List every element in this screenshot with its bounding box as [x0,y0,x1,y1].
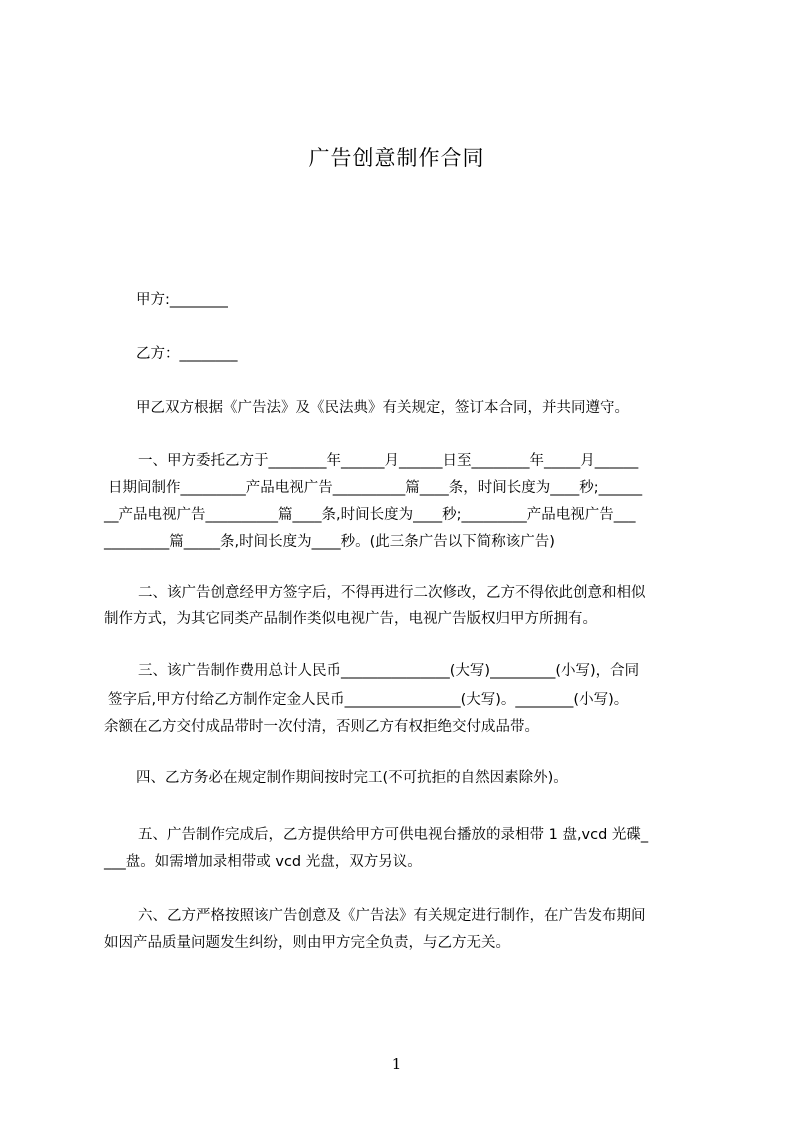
party-b-line: 乙方：________ [136,346,238,362]
party-a-line: 甲方:________ [136,292,228,308]
clause-1-line: 日期间制作_________产品电视广告__________篇____条，时间长度为____秒;______ [108,480,643,496]
preamble-paragraph: 甲乙双方根据《广告法》及《民法典》有关规定，签订本合同，并共同遵守。 [136,400,629,416]
clause-4-line: 四、乙方务必在规定制作期间按时完工(不可抗拒的自然因素除外)。 [136,770,568,786]
clause-3-line: 三、该广告制作费用总计人民币_______________(大写)_________(小写)，合同 [138,663,640,679]
clause-2-line: 二、该广告创意经甲方签字后，不得再进行二次修改，乙方不得依此创意和相似 [138,585,646,601]
clause-6-line: 六、乙方严格按照该广告创意及《广告法》有关规定进行制作，在广告发布期间 [138,908,646,924]
clause-5-line: ___盘。如需增加录相带或 vcd 光盘，双方另议。 [104,854,422,870]
page-number: 1 [391,1055,402,1073]
clause-1-line: __产品电视广告__________篇____条,时间长度为____秒;_________产品电视广告___ [104,507,636,523]
clause-5-line: 五、广告制作完成后，乙方提供给甲方可供电视台播放的录相带 1 盘,vcd 光碟_ [138,827,649,843]
clause-3-line: 余额在乙方交付成品带时一次付清，否则乙方有权拒绝交付成品带。 [104,719,539,735]
clause-3-line: 签字后,甲方付给乙方制作定金人民币________________(大写)。________(小写)。 [108,692,629,708]
contract-title: 广告创意制作合同 [308,146,485,170]
clause-1-line: 一、甲方委托乙方于________年______月______日至________年_____月______ [138,453,639,469]
clause-1-line: _________篇_____条,时间长度为____秒。(此三条广告以下简称该广告) [104,534,555,550]
clause-6-line: 如因产品质量问题发生纠纷，则由甲方完全负责，与乙方无关。 [104,935,510,951]
clause-2-line: 制作方式，为其它同类产品制作类似电视广告，电视广告版权归甲方所拥有。 [104,611,597,627]
